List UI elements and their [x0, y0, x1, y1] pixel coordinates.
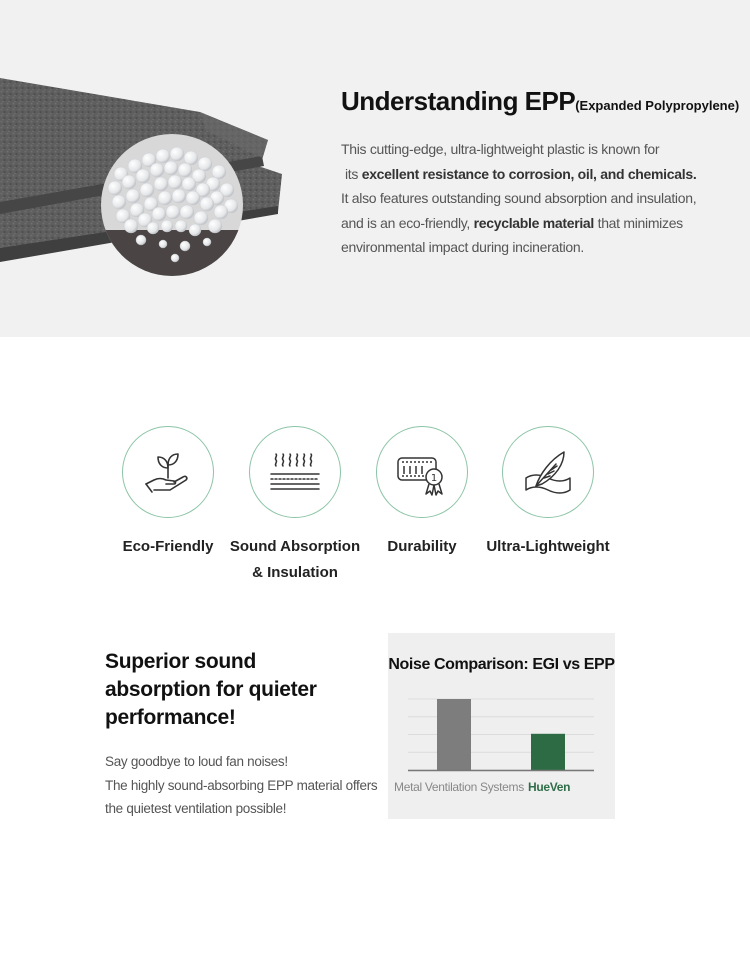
- feature-ultra-lightweight: [478, 426, 618, 560]
- feature-label-line2: & Insulation: [252, 564, 338, 581]
- epp-beads-image: [101, 134, 243, 276]
- hero-title-main: Understanding EPP: [341, 86, 576, 116]
- sound-text-line3: the quietest ventilation possible!: [105, 801, 287, 816]
- feature-durability: [352, 426, 492, 560]
- sound-title-line1: Superior sound: [105, 650, 256, 673]
- sound-title-line2: absorption for quieter: [105, 678, 317, 701]
- chart-bar-hueven: [531, 734, 565, 770]
- sound-title-line3: performance!: [105, 706, 236, 729]
- chart-title: Noise Comparison: EGI vs EPP: [388, 656, 615, 673]
- feature-label-line1: Eco-Friendly: [122, 538, 214, 555]
- hero-line-4-post: that minimizes: [594, 214, 683, 231]
- hero-line-3: It also features outstanding sound absorption and insulation,: [341, 190, 697, 206]
- hero-line-4: [341, 211, 721, 236]
- hero-title: [341, 86, 739, 117]
- hero-line-4-bold: recyclable material: [473, 214, 595, 231]
- feature-ring: [502, 426, 594, 518]
- feature-label: [478, 534, 618, 560]
- noise-comparison-chart: [388, 633, 615, 819]
- feature-eco-friendly: [98, 426, 238, 560]
- hero-line-2: [341, 162, 721, 187]
- hero-description: [341, 137, 721, 260]
- sound-section-description: [105, 750, 385, 821]
- hero-line-2-bold: excellent resistance to corrosion, oil, and chemicals.: [361, 165, 697, 182]
- feature-ring: [376, 426, 468, 518]
- plant-hand-icon: [140, 444, 196, 500]
- feather-icon: [520, 444, 576, 500]
- hero-line-5: environmental impact during incineration.: [341, 239, 584, 255]
- feature-sound-absorption: [225, 426, 365, 586]
- hero-line-4-pre: and is an eco-friendly,: [341, 214, 474, 231]
- feature-label-line1: Ultra-Lightweight: [486, 538, 610, 555]
- svg-text:1: 1: [430, 473, 438, 484]
- mattress-award-icon: [394, 444, 450, 500]
- chart-category-label-hueven: HueVen: [528, 780, 571, 794]
- sound-insulation-icon: [267, 444, 323, 500]
- chart-category-label-metal: Metal Ventilation Systems: [394, 780, 524, 794]
- hero-section: [0, 0, 750, 337]
- hero-line-2-pre: its: [345, 165, 362, 182]
- hero-title-sub: (Expanded Polypropylene): [575, 98, 740, 113]
- sound-text-line2: The highly sound-absorbing EPP material offers: [105, 777, 378, 793]
- feature-label: [225, 534, 365, 586]
- feature-label-line1: Sound Absorption: [229, 538, 361, 555]
- chart-bar-metal: [437, 699, 471, 770]
- feature-ring: [249, 426, 341, 518]
- sound-section-title: [105, 648, 365, 732]
- hero-line-1: This cutting-edge, ultra-lightweight plastic is known for: [341, 141, 660, 157]
- sound-text-line1: Say goodbye to loud fan noises!: [105, 754, 288, 769]
- feature-ring: [122, 426, 214, 518]
- feature-label: [98, 534, 238, 560]
- feature-label-line1: Durability: [387, 538, 457, 555]
- feature-label: [352, 534, 492, 560]
